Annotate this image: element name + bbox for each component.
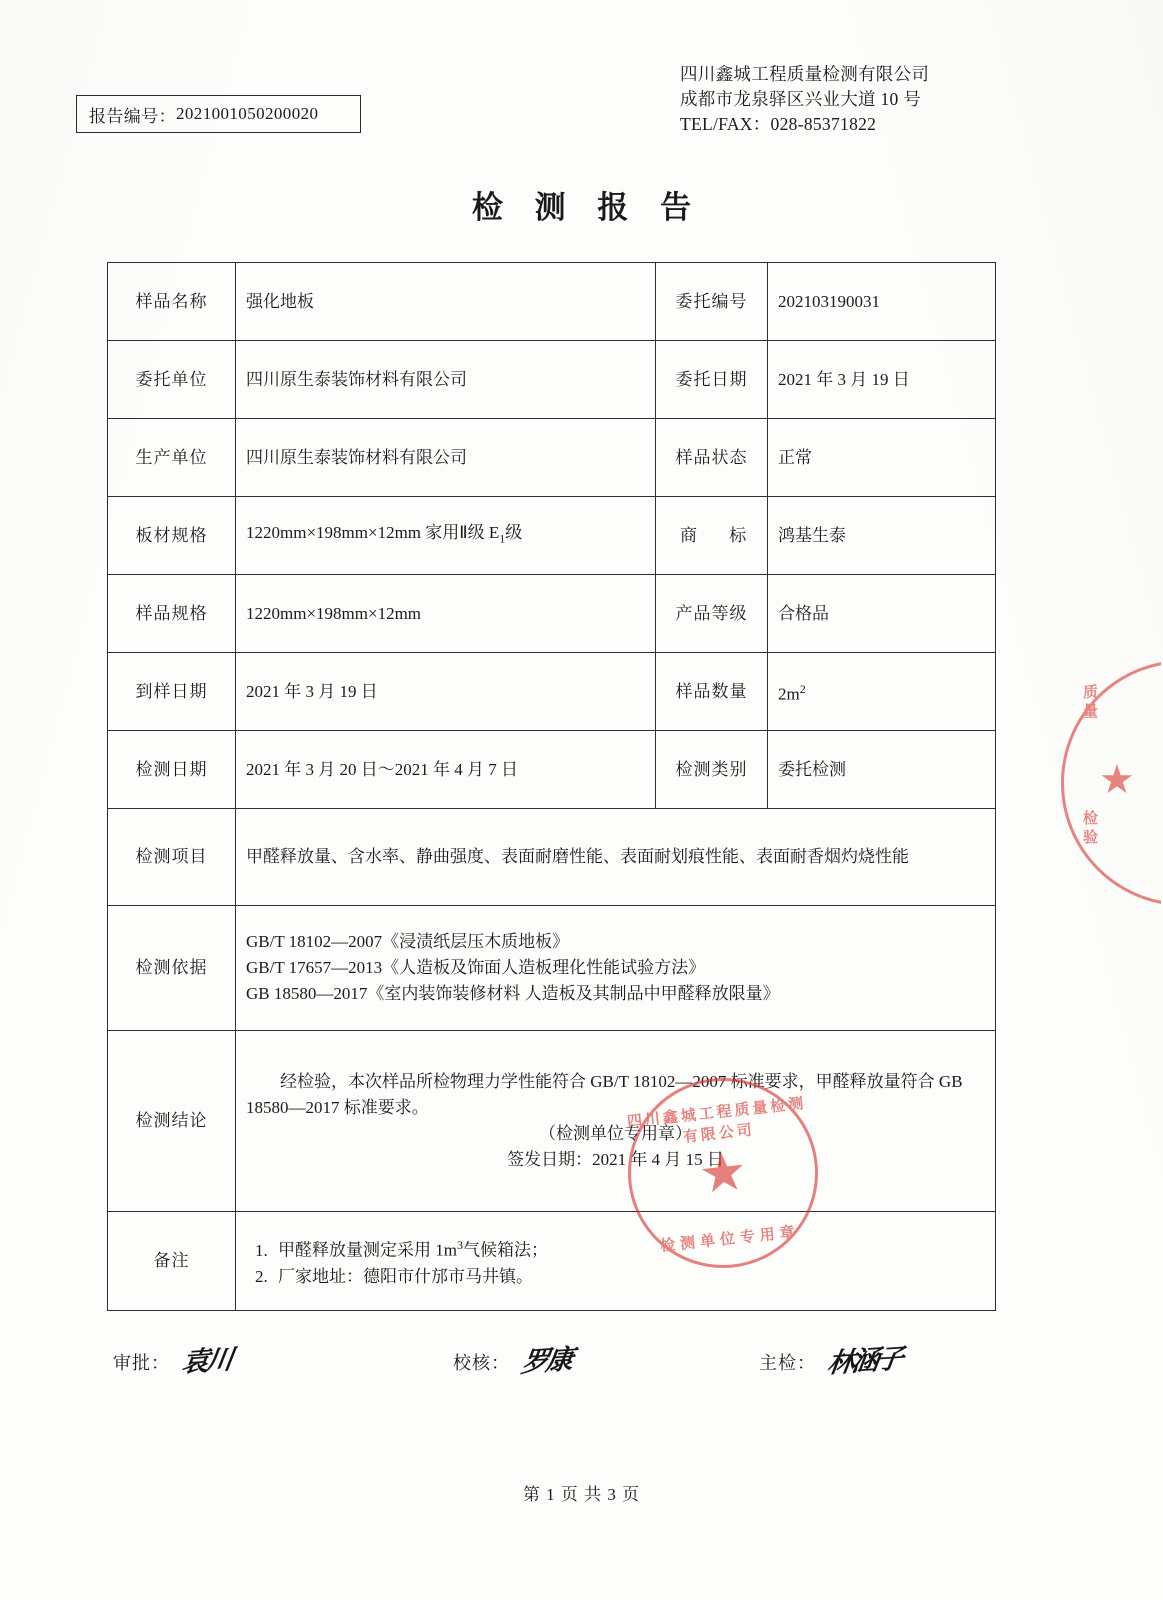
test-items-label: 检测项目 (108, 809, 236, 906)
conclusion-label: 检测结论 (108, 1031, 236, 1212)
entrust-no-value: 202103190031 (768, 263, 996, 341)
edge-seal-text-1: 质量 (1081, 684, 1097, 722)
remark-superscript: 3 (456, 1238, 463, 1253)
issue-date: 签发日期：2021 年 4 月 15 日 (507, 1150, 724, 1169)
basis-line: GB/T 17657—2013《人造板及饰面人造板理化性能试验方法》 (246, 958, 706, 977)
inspector-handwriting: 林涵子 (825, 1343, 903, 1380)
edge-seal-text-2: 检验 (1081, 810, 1097, 848)
remark-item-text: 厂家地址：德阳市什邡市马井镇。 (278, 1266, 533, 1286)
remark-item (272, 1232, 985, 1264)
approver-handwriting: 袁川 (179, 1344, 233, 1379)
remark-value (236, 1212, 996, 1311)
quantity-label: 样品数量 (656, 653, 768, 731)
lab-address: 成都市龙泉驿区兴业大道 10 号 (680, 89, 922, 109)
checker-handwriting: 罗康 (519, 1344, 573, 1379)
remark-item (272, 1264, 985, 1290)
conclusion-text: 经检验，本次样品所检物理力学性能符合 GB/T 18102—2007 标准要求，甲醛释放量符合 GB 18580—2017 标准要求。 (246, 1072, 963, 1117)
brand-label: 商 标 (656, 497, 768, 575)
remark-label: 备注 (108, 1212, 236, 1311)
test-date-value: 2021 年 3 月 20 日～2021 年 4 月 7 日 (236, 731, 656, 809)
grade-value: 合格品 (768, 575, 996, 653)
table-row (108, 419, 996, 497)
quantity-value (768, 653, 996, 731)
page-number: 第 1 页 共 3 页 (522, 1485, 641, 1504)
lab-name: 四川鑫城工程质量检测有限公司 (680, 64, 930, 84)
producer-value: 四川原生泰装饰材料有限公司 (236, 419, 656, 497)
brand-value: 鸿基生泰 (768, 497, 996, 575)
lab-info-block (680, 62, 929, 137)
page-title: 检 测 报 告 (471, 190, 704, 225)
inspector-signature (759, 1343, 903, 1380)
table-row (108, 731, 996, 809)
remark-item-tail: 气候箱法； (462, 1240, 548, 1260)
sample-name-value: 强化地板 (236, 263, 656, 341)
test-basis-value (236, 906, 996, 1031)
sample-state-label: 样品状态 (656, 419, 768, 497)
table-row (108, 263, 996, 341)
entrust-no-label: 委托编号 (656, 263, 768, 341)
test-items-value: 甲醛释放量、含水率、静曲强度、表面耐磨性能、表面耐划痕性能、表面耐香烟灼烧性能 (236, 809, 996, 906)
table-row (108, 497, 996, 575)
lab-telephone: TEL/FAX：028-85371822 (680, 114, 877, 134)
approver-label: 审批： (113, 1353, 170, 1373)
checker-label: 校核： (453, 1353, 510, 1373)
inspector-label: 主检： (759, 1353, 816, 1373)
board-spec-label: 板材规格 (108, 497, 236, 575)
table-row (108, 341, 996, 419)
star-icon: ★ (695, 1140, 751, 1206)
quantity-number: 2m (778, 684, 800, 704)
report-number-label: 报告编号： (89, 106, 176, 126)
conclusion-value (236, 1031, 996, 1212)
entrust-date-value: 2021 年 3 月 19 日 (768, 341, 996, 419)
arrival-date-label: 到样日期 (108, 653, 236, 731)
board-spec-subscript: 1 (499, 531, 506, 546)
basis-line: GB 18580—2017《室内装饰装修材料 人造板及其制品中甲醛释放限量》 (246, 984, 780, 1003)
producer-label: 生产单位 (108, 419, 236, 497)
star-icon: ★ (1099, 757, 1135, 802)
basis-line: GB/T 18102—2007《浸渍纸层压木质地板》 (246, 932, 570, 951)
table-row (108, 1212, 996, 1311)
test-type-label: 检测类别 (656, 731, 768, 809)
seal-top-text: 四川鑫城工程质量检测有限公司 (626, 1095, 808, 1146)
test-date-label: 检测日期 (108, 731, 236, 809)
grade-label: 产品等级 (656, 575, 768, 653)
client-label: 委托单位 (108, 341, 236, 419)
entrust-date-label: 委托日期 (656, 341, 768, 419)
report-number-value: 2021001050200020 (176, 104, 319, 123)
table-row (108, 809, 996, 906)
test-type-value: 委托检测 (768, 731, 996, 809)
board-spec-value (236, 497, 656, 575)
sample-spec-value: 1220mm×198mm×12mm (236, 575, 656, 653)
board-spec-main: 1220mm×198mm×12mm 家用Ⅱ级 E (246, 522, 500, 542)
table-row (108, 1031, 996, 1212)
signature-row (107, 1343, 1007, 1408)
sample-name-label: 样品名称 (108, 263, 236, 341)
checker-signature (453, 1344, 573, 1379)
seal-ring (1061, 660, 1161, 906)
table-row (108, 575, 996, 653)
report-info-table (107, 262, 996, 1311)
board-spec-tail: 级 (505, 522, 523, 542)
sample-state-value: 正常 (768, 419, 996, 497)
report-number-box (76, 95, 361, 133)
seal-bottom-text: 检测单位专用章 (659, 1224, 801, 1255)
approver-signature (113, 1344, 233, 1379)
arrival-date-value: 2021 年 3 月 19 日 (236, 653, 656, 731)
table-row (108, 653, 996, 731)
table-row (108, 906, 996, 1031)
conclusion-stamp-note: （检测单位专用章） (539, 1124, 692, 1143)
edge-seal-stamp (1051, 660, 1161, 910)
sample-spec-label: 样品规格 (108, 575, 236, 653)
test-basis-label: 检测依据 (108, 906, 236, 1031)
remark-item-text: 甲醛释放量测定采用 1m (278, 1240, 457, 1260)
quantity-superscript: 2 (799, 681, 806, 696)
client-value: 四川原生泰装饰材料有限公司 (236, 341, 656, 419)
